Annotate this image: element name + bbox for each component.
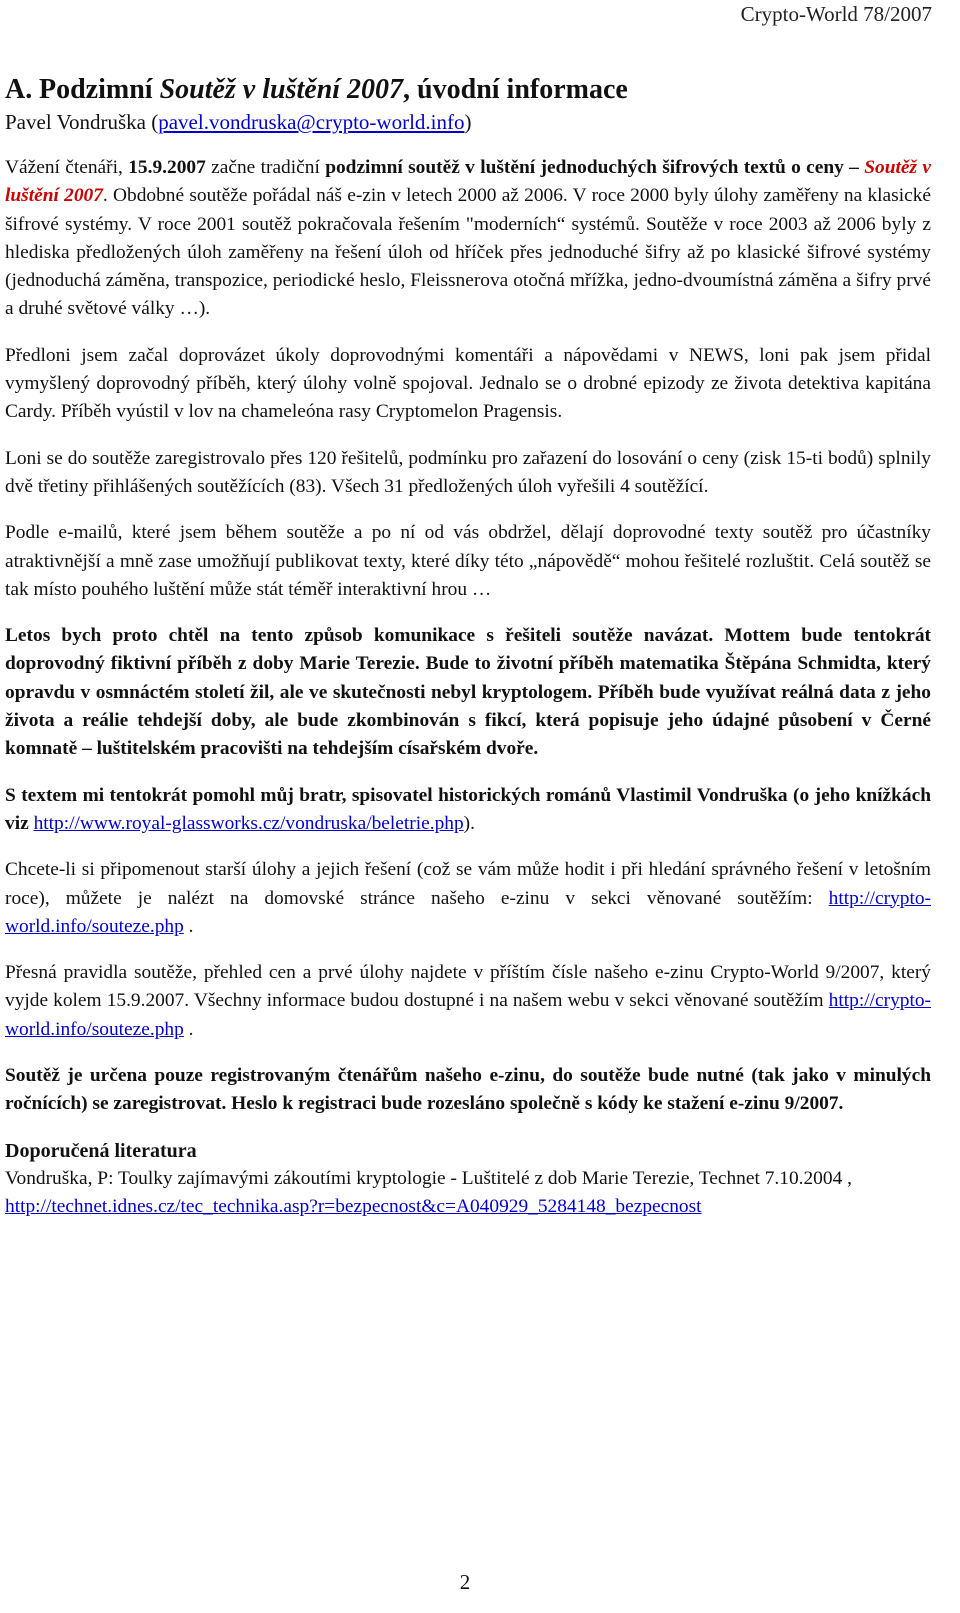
paragraph-registration — [5, 1062, 931, 1119]
technet-link[interactable]: http://technet.idnes.cz/tec_technika.asp?r=bezpecnost&c=A040929_5284148_bezpecnost — [5, 1196, 702, 1218]
paragraph-author-brother — [5, 782, 931, 839]
intro-text-1: Vážení čtenáři, — [5, 157, 129, 178]
contest-name: Soutěž v luštění 2007 — [5, 157, 931, 207]
rules-end: . — [183, 1018, 194, 1040]
literature-section — [5, 1137, 931, 1222]
intro-text-3: . Obdobné soutěže pořádal náš e-zin v letech 2000 až 2006. V roce 2000 byly úlohy zaměřeny na klasické šifrové systémy. V roce 2001 soutěž pokračovala řešením "moderních“ systémů. Soutěže v roce 2003 až 2006 byly z hlediska předložených úloh zaměřeny na řešení úloh od hříček přes jednoduché šifry až po klasické šifrové systémy (jednoduchá záměna, transpozice, periodické heslo, Fleissnerova otočná mřížka, jedno-dvoumístná záměna a šifry prvé a druhé světové války …). — [5, 185, 932, 320]
souteze-link[interactable]: http://crypto-world.info/souteze.php — [5, 887, 931, 937]
article-title — [5, 72, 931, 108]
title-post: , úvodní informace — [403, 74, 628, 105]
article — [5, 72, 931, 1222]
souteze-link-2[interactable]: http://crypto-world.info/souteze.php — [5, 990, 931, 1040]
brother-end: ). — [463, 812, 475, 834]
author-name: Pavel Vondruška ( — [5, 110, 159, 134]
intro-bold: podzimní soutěž v luštění jednoduchých šifrových textů o ceny – — [325, 157, 859, 178]
paragraph-archive — [5, 856, 931, 941]
literature-heading: Doporučená literatura — [5, 1139, 197, 1162]
paragraph-previous-story: Předloni jsem začal doprovázet úkoly doprovodnými komentáři a nápovědami v NEWS, loni pak jsem přidal vymyšlený doprovodný příběh, který úlohy volně spojoval. Jednalo se o drobné epizody ze života detektiva kapitána Cardy. Příběh vyústil v lov na chameleóna rasy Cryptomelon Pragensis. — [5, 344, 931, 423]
brother-text: S textem mi tentokrát pomohl můj bratr, spisovatel historických románů Vlastimil Vondruška (o jeho knížkách viz — [5, 784, 931, 834]
author-email-link[interactable]: pavel.vondruska@crypto-world.info — [158, 110, 465, 134]
title-italic: Soutěž v luštění 2007 — [159, 74, 404, 105]
author-close: ) — [464, 110, 472, 134]
registration-text: Soutěž je určena pouze registrovaným čtenářům našeho e-zinu, do soutěže bude nutné (tak jako v minulých ročnících) se zaregistrovat. Heslo k registraci bude rozesláno společně s kódy ke stažení e-zinu 9/2007. — [5, 1065, 931, 1115]
paragraph-intro — [5, 154, 931, 324]
literature-entry: Vondruška, P: Toulky zajímavými zákoutími kryptologie - Luštitelé z dob Marie Terezie, Technet 7.10.2004 , — [5, 1167, 852, 1189]
paragraph-this-year — [5, 622, 931, 763]
rules-text: Přesná pravidla soutěže, přehled cen a prvé úlohy najdete v příštím čísle našeho e-zinu Crypto-World 9/2007, který vyjde kolem 15.9.2007. Všechny informace budou dostupné i na našem webu v sekci věnované soutěžím — [5, 962, 931, 1012]
page-header: Crypto-World 78/2007 — [740, 2, 932, 26]
beletrie-link[interactable]: http://www.royal-glassworks.cz/vondruska/beletrie.php — [33, 812, 464, 834]
this-year-text: Letos bych proto chtěl na tento způsob komunikace s řešiteli soutěže navázat. Mottem bude tentokrát doprovodný fiktivní příběh z doby Marie Terezie. Bude to životní příběh matematika Štěpána Schmidta, který opravdu v osmnáctém století žil, ale ve skutečnosti nebyl kryptologem. Příběh bude využívat reálná data z jeho života a reálie tehdejší doby, ale bude zkombinován s fikcí, která popisuje jeho údajné působení v Černé komnatě – luštitelském pracovišti na tehdejším císařském dvoře. — [5, 625, 931, 760]
archive-text: Chcete-li si připomenout starší úlohy a jejich řešení (což se vám může hodit i při hledání správného řešení v letošním roce), můžete je nalézt na domovské stránce našeho e-zinu v sekci věnované soutěžím: — [5, 859, 931, 909]
paragraph-rules — [5, 959, 931, 1044]
page-number: 2 — [459, 1570, 471, 1594]
paragraph-last-year: Loni se do soutěže zaregistrovalo přes 120 řešitelů, podmínku pro zařazení do losování o ceny (zisk 15-ti bodů) splnily dvě třetiny přihlášených soutěžících (83). Všech 31 předložených úloh vyřešili 4 soutěžící. — [5, 447, 931, 497]
literature-link-line — [5, 1193, 931, 1221]
section-number: A. — [5, 74, 33, 105]
intro-text-2: začne tradiční — [205, 157, 326, 178]
author-line — [5, 108, 931, 136]
paragraph-feedback: Podle e-mailů, které jsem během soutěže a po ní od vás obdržel, dělají doprovodné texty soutěž pro účastníky atraktivnější a mně zase umožňují publikovat texty, které díky této „nápovědě“ mohou řešitelé rozluštit. Celá soutěž se tak místo pouhého luštění může stát téměř interaktivní hrou … — [5, 522, 931, 600]
archive-end: . — [183, 915, 194, 937]
intro-date: 15.9.2007 — [128, 157, 206, 178]
title-pre: Podzimní — [39, 74, 160, 105]
